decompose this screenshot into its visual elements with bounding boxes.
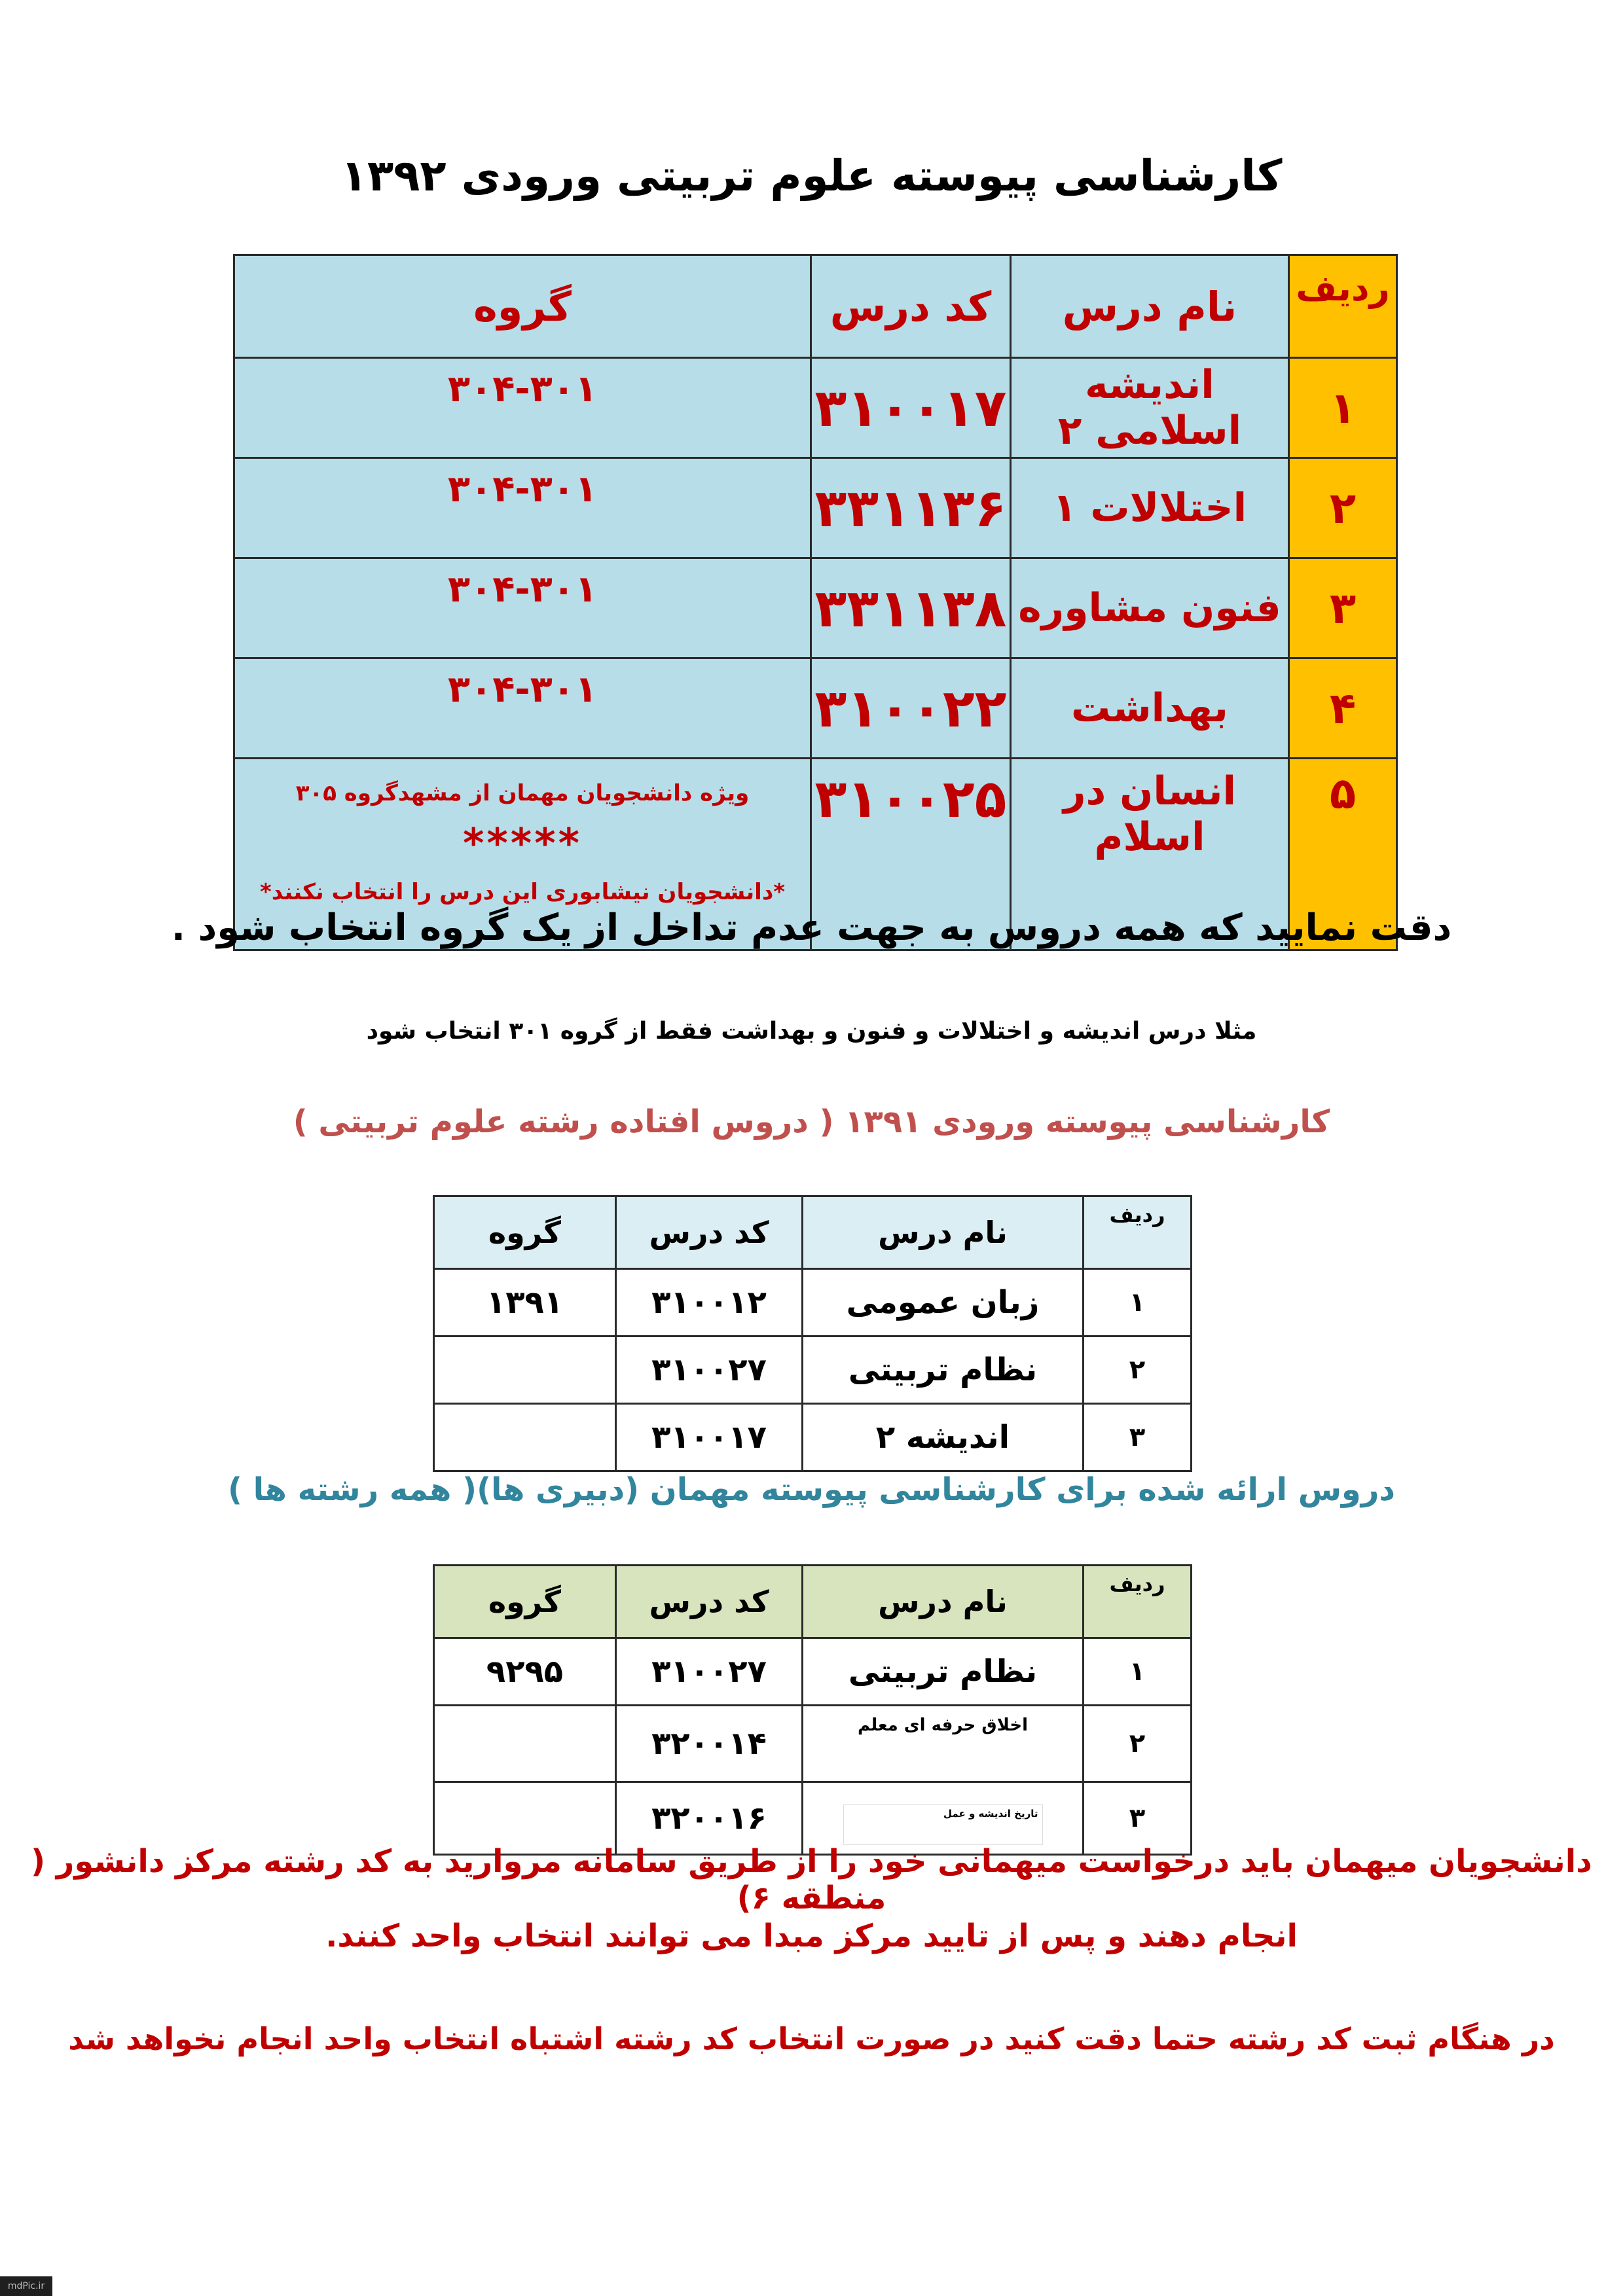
row-number: ۳ xyxy=(1084,1782,1192,1855)
course-group: ۹۲۹۵ xyxy=(434,1638,616,1706)
course-name: انسان در اسلام xyxy=(1011,759,1289,950)
table-row xyxy=(434,1336,1192,1404)
page-title: کارشناسی پیوسته علوم تربیتی ورودی ۱۳۹۲ xyxy=(340,151,1283,201)
course-group: ۳۰۴-۳۰۱ xyxy=(234,358,811,458)
course-name: تاریخ اندیشه و عمل xyxy=(843,1804,1043,1845)
guest-approval-notice: انجام دهند و پس از تایید مرکز مبدا می توانند انتخاب واحد کنند. xyxy=(325,1918,1298,1954)
header-course-code: کد درس xyxy=(616,1196,803,1269)
course-name: اختلالات ۱ xyxy=(1011,458,1289,558)
course-group xyxy=(434,1336,616,1404)
guest-courses-table xyxy=(433,1564,1192,1856)
header-course-code: کد درس xyxy=(811,255,1011,358)
table-row xyxy=(434,1404,1192,1471)
course-code: ۳۱۰۰۱۲ xyxy=(616,1269,803,1336)
row-number: ۳ xyxy=(1084,1404,1192,1471)
course-code: ۳۲۰۰۱۴ xyxy=(616,1706,803,1782)
guest-request-notice: دانشجویان میهمان باید درخواست میهمانی خود را از طریق سامانه مروارید به کد رشته مرکز دانشور ( منطقه ۶) xyxy=(31,1843,1592,1916)
header-group: گروه xyxy=(434,1566,616,1638)
header-group: گروه xyxy=(234,255,811,358)
group-selection-notice: دقت نمایید که همه دروس به جهت عدم تداخل از یک گروه انتخاب شود . xyxy=(171,906,1452,949)
group-example-notice: مثلا درس اندیشه و اختلالات و فنون و بهداشت فقط از گروه ۳۰۱ انتخاب شود xyxy=(366,1018,1257,1045)
courses-table-1391 xyxy=(433,1195,1192,1472)
header-course-name: نام درس xyxy=(1011,255,1289,358)
course-group xyxy=(434,1404,616,1471)
row-number: ۱ xyxy=(1289,358,1397,458)
courses-table-1392 xyxy=(233,254,1398,951)
table-row xyxy=(434,1638,1192,1706)
header-group: گروه xyxy=(434,1196,616,1269)
header-course-name: نام درس xyxy=(803,1196,1084,1269)
header-course-code: کد درس xyxy=(616,1566,803,1638)
course-code: ۳۱۰۰۱۷ xyxy=(811,358,1011,458)
row-number: ۳ xyxy=(1289,558,1397,658)
row-number: ۲ xyxy=(1289,458,1397,558)
course-group: ۳۰۴-۳۰۱ xyxy=(234,558,811,658)
table-row xyxy=(234,358,1397,458)
row-number: ۵ xyxy=(1289,759,1397,950)
course-name: زبان عمومی xyxy=(803,1269,1084,1336)
watermark: mdPic.ir xyxy=(0,2276,52,2296)
section-title-1391: کارشناسی پیوسته ورودی ۱۳۹۱ ( دروس افتاده رشته علوم تربیتی ) xyxy=(293,1103,1330,1140)
table-header xyxy=(434,1196,1192,1269)
course-name: اخلاق حرفه ای معلم xyxy=(803,1706,1084,1782)
header-course-name: نام درس xyxy=(803,1566,1084,1638)
course-code: ۳۳۱۱۳۶ xyxy=(811,458,1011,558)
header-row-number: ردیف xyxy=(1289,255,1397,358)
row-number: ۲ xyxy=(1084,1336,1192,1404)
course-name: نظام تربیتی xyxy=(803,1638,1084,1706)
course-group: ۳۰۴-۳۰۱ xyxy=(234,458,811,558)
course-code: ۳۱۰۰۲۷ xyxy=(616,1638,803,1706)
guest-students-note: ویژه دانشجویان مهمان از مشهدگروه ۳۰۵ xyxy=(295,780,750,806)
course-code: ۳۱۰۰۲۵ xyxy=(811,759,1011,950)
header-row-number: ردیف xyxy=(1084,1196,1192,1269)
row-number: ۱ xyxy=(1084,1638,1192,1706)
table-row xyxy=(234,458,1397,558)
course-name: بهداشت xyxy=(1011,658,1289,759)
row-number: ۴ xyxy=(1289,658,1397,759)
field-code-warning: در هنگام ثبت کد رشته حتما دقت کنید در صورت انتخاب کد رشته اشتباه انتخاب واحد انجام نخواهد شد xyxy=(68,2021,1555,2056)
neyshabur-students-note: *دانشجویان نیشابوری این درس را انتخاب نکنند* xyxy=(259,879,786,905)
course-group xyxy=(434,1706,616,1782)
course-code: ۳۳۱۱۳۸ xyxy=(811,558,1011,658)
course-code: ۳۱۰۰۱۷ xyxy=(616,1404,803,1471)
course-name: نظام تربیتی xyxy=(803,1336,1084,1404)
table-header xyxy=(234,255,1397,358)
course-name: فنون مشاوره xyxy=(1011,558,1289,658)
course-name: اندیشه ۲ xyxy=(803,1404,1084,1471)
section-title-guest: دروس ارائه شده برای کارشناسی پیوسته مهمان (دبیری ها)( همه رشته ها ) xyxy=(227,1471,1396,1508)
header-row-number: ردیف xyxy=(1084,1566,1192,1638)
course-code: ۳۱۰۰۲۲ xyxy=(811,658,1011,759)
course-name: اندیشه اسلامی ۲ xyxy=(1011,358,1289,458)
table-header xyxy=(434,1566,1192,1638)
table-row xyxy=(434,1269,1192,1336)
course-code: ۳۲۰۰۱۶ xyxy=(616,1782,803,1855)
course-code: ۳۱۰۰۲۷ xyxy=(616,1336,803,1404)
course-group: ۳۰۴-۳۰۱ xyxy=(234,658,811,759)
table-row xyxy=(234,558,1397,658)
table-row xyxy=(434,1706,1192,1782)
table-row xyxy=(234,658,1397,759)
row-number: ۱ xyxy=(1084,1269,1192,1336)
row-number: ۲ xyxy=(1084,1706,1192,1782)
asterisk-separator: ***** xyxy=(462,819,583,867)
course-group: ۱۳۹۱ xyxy=(434,1269,616,1336)
